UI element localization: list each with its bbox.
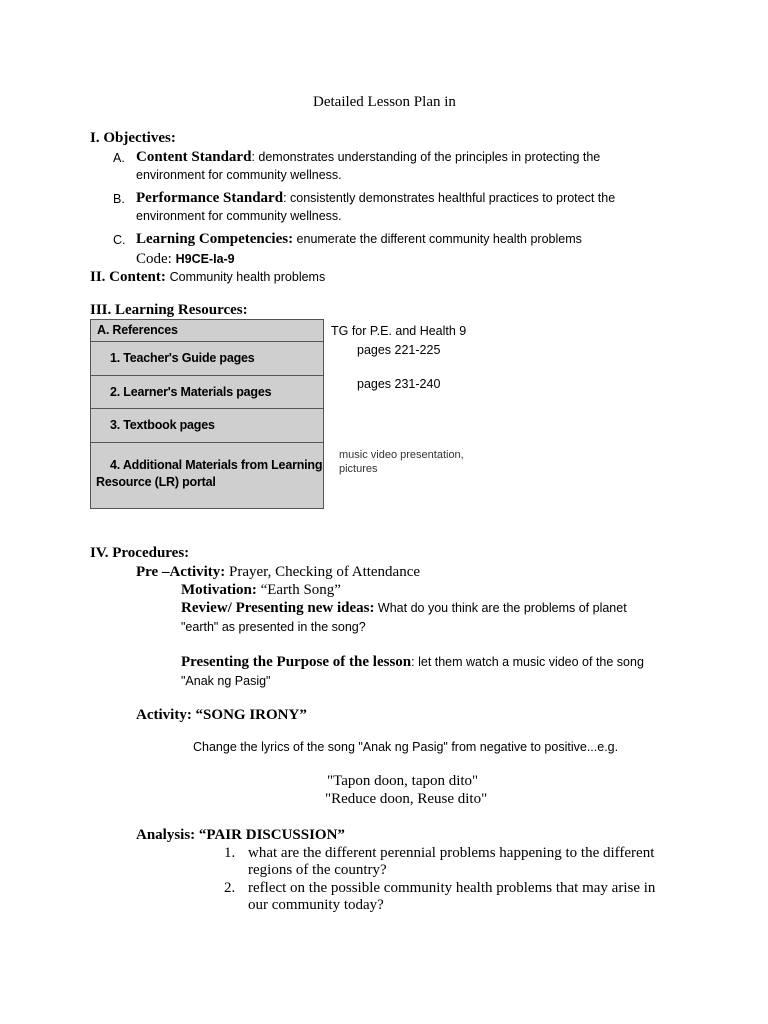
lyric-original: "Tapon doon, tapon dito" (327, 773, 479, 789)
analysis-item-2-line-1: reflect on the possible community health problems that may arise in (248, 880, 656, 896)
learners-materials-label: 2. Learner's Materials pages (110, 385, 272, 399)
purpose-label: Presenting the Purpose of the lesson (181, 654, 412, 670)
motivation-label: Motivation: (181, 582, 257, 598)
review-line-2: "earth" as presented in the song? (181, 620, 366, 634)
learning-resources-heading: III. Learning Resources: (90, 302, 248, 318)
additional-materials-note-2: pictures (339, 463, 378, 475)
references-row-header (91, 320, 323, 342)
content-standard-text: : demonstrates understanding of the principles in protecting the (251, 150, 601, 164)
objective-a-line-1 (136, 148, 600, 166)
document-title: Detailed Lesson Plan in (313, 94, 456, 110)
additional-materials-label-2: Resource (LR) portal (96, 475, 216, 489)
references-row-textbook (91, 409, 323, 443)
objective-a-line-2: environment for community wellness. (136, 168, 342, 182)
lyric-revised: "Reduce doon, Reuse dito" (325, 791, 488, 807)
analysis-item-1-line-2: regions of the country? (248, 862, 387, 878)
motivation-text: “Earth Song” (256, 582, 341, 598)
code-label: Code: (136, 251, 176, 267)
analysis-item-1-line-1: what are the different perennial problems happening to the different (248, 845, 655, 861)
content-heading: II. Content: (90, 269, 170, 285)
objective-c-letter: C. (113, 233, 126, 247)
performance-standard-label: Performance Standard (136, 190, 284, 206)
content-line (90, 268, 325, 286)
objective-b-line-2: environment for community wellness. (136, 209, 342, 223)
content-standard-label: Content Standard (136, 149, 252, 165)
review-line-1 (181, 599, 627, 617)
objective-c-line-1 (136, 230, 582, 248)
references-row-teachers-guide (91, 342, 323, 376)
analysis-item-2-number: 2. (224, 880, 236, 896)
purpose-line-1 (181, 653, 644, 671)
learning-competencies-text: enumerate the different community health problems (293, 232, 582, 246)
objective-b-line-1 (136, 189, 615, 207)
objectives-heading: I. Objectives: (90, 130, 176, 146)
references-table (90, 319, 324, 509)
references-row-learners-materials (91, 376, 323, 409)
performance-standard-text: : consistently demonstrates healthful practices to protect the (283, 191, 616, 205)
activity-instruction: Change the lyrics of the song "Anak ng Pasig" from negative to positive...e.g. (193, 740, 619, 754)
textbook-label: 3. Textbook pages (110, 418, 215, 432)
lm-pages: pages 231-240 (357, 377, 441, 391)
activity-heading: Activity: “SONG IRONY” (136, 707, 307, 723)
analysis-item-1-number: 1. (224, 845, 236, 861)
pre-activity-text: Prayer, Checking of Attendance (225, 564, 421, 580)
content-text: Community health problems (169, 270, 326, 284)
additional-materials-label-1: 4. Additional Materials from Learning (110, 458, 323, 472)
code-value: H9CE-Ia-9 (175, 252, 235, 266)
review-text: What do you think are the problems of planet (374, 601, 627, 615)
motivation-line (181, 581, 341, 599)
review-label: Review/ Presenting new ideas: (181, 600, 375, 616)
code-line (136, 250, 235, 268)
objective-a-letter: A. (113, 151, 125, 165)
tg-pages: pages 221-225 (357, 343, 441, 357)
analysis-heading: Analysis: “PAIR DISCUSSION” (136, 827, 345, 843)
additional-materials-note-1: music video presentation, (339, 449, 464, 461)
objective-b-letter: B. (113, 192, 125, 206)
learning-competencies-label: Learning Competencies: (136, 231, 294, 247)
tg-reference: TG for P.E. and Health 9 (331, 324, 467, 338)
analysis-item-2-line-2: our community today? (248, 897, 384, 913)
references-row-additional (91, 443, 323, 509)
pre-activity-line (136, 563, 420, 581)
purpose-line-2: "Anak ng Pasig" (181, 674, 271, 688)
teachers-guide-label: 1. Teacher's Guide pages (110, 351, 255, 365)
purpose-text: : let them watch a music video of the song (411, 655, 644, 669)
pre-activity-label: Pre –Activity: (136, 564, 226, 580)
procedures-heading: IV. Procedures: (90, 545, 190, 561)
references-header-label: A. References (97, 323, 178, 337)
